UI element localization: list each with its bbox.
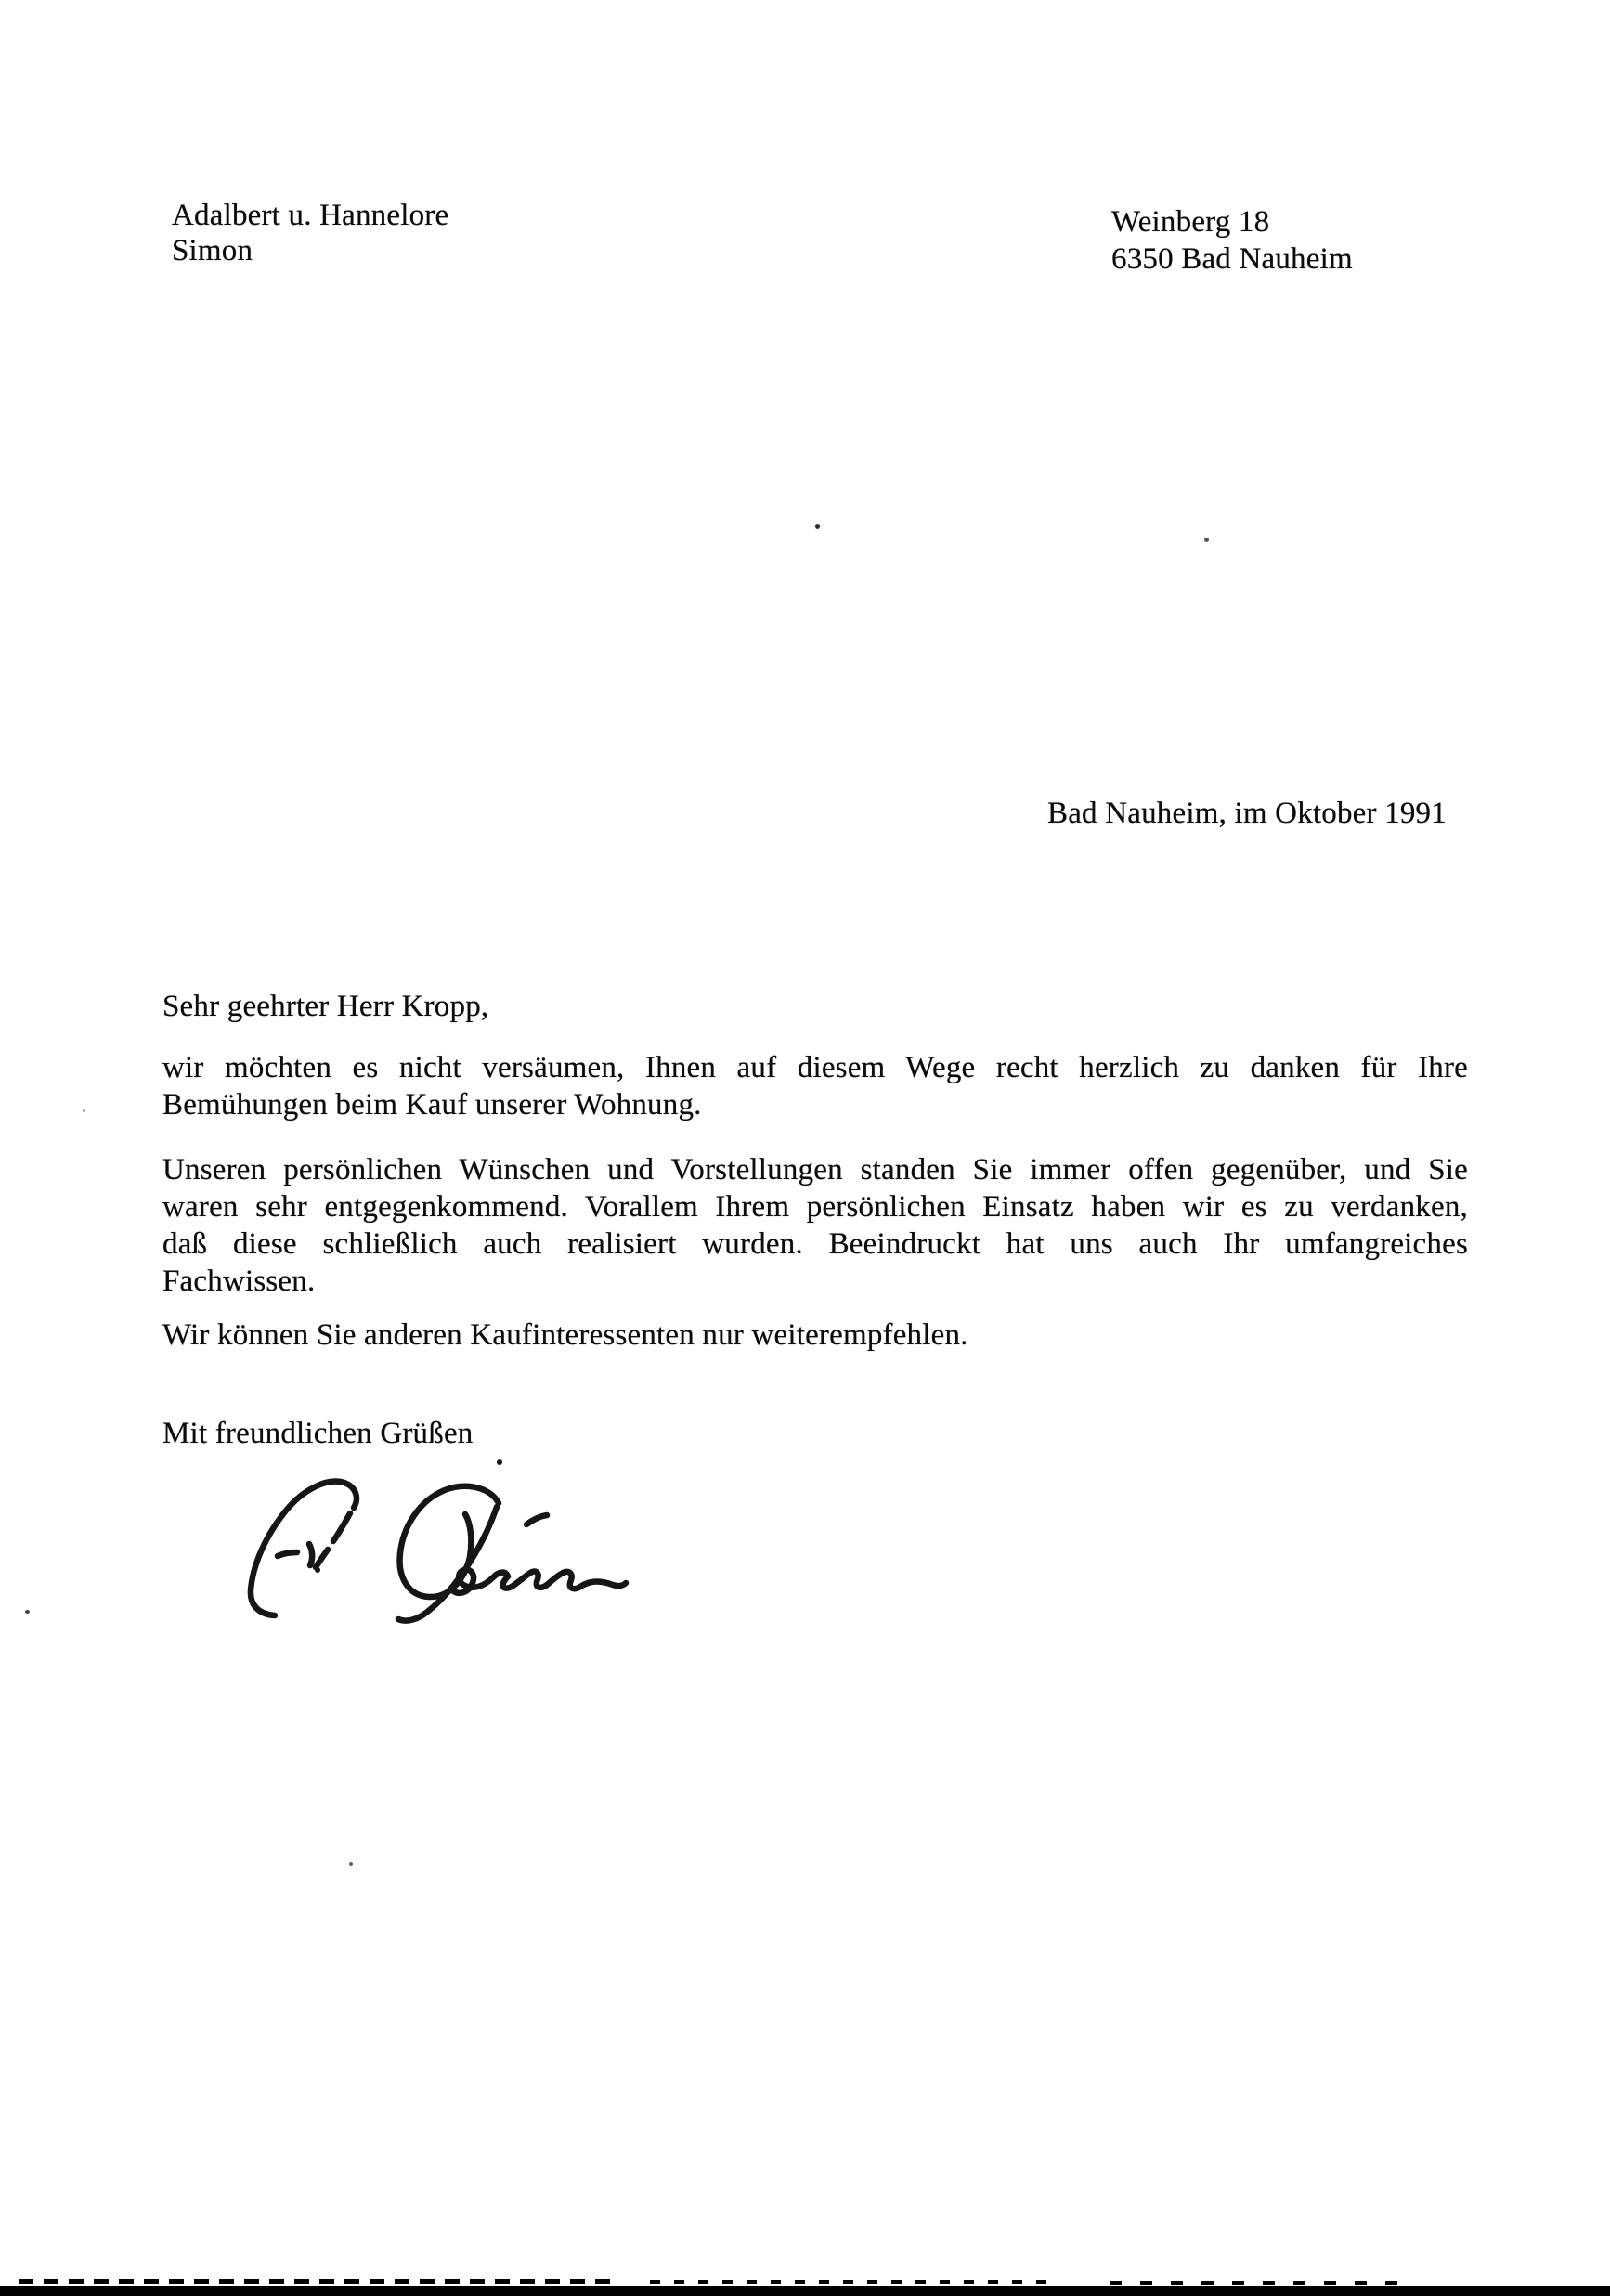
paragraph-2 [162,1151,1468,1300]
handwritten-signature [232,1450,631,1645]
sender-address-block [1111,203,1353,278]
address-street: Weinberg 18 [1111,205,1270,239]
closing-greeting: Mit freundlichen Grüßen [162,1417,474,1450]
paragraph-1-line-2: Bemühungen beim Kauf unserer Wohnung. [162,1088,702,1122]
paragraph-2-line-3: daß diese schließlich auch realisiert wurden. Beeindruckt hat uns auch Ihr umfangreiches [162,1227,1468,1261]
paragraph-3 [162,1317,1468,1354]
paragraph-2-line-4: Fachwissen. [162,1265,316,1298]
sender-name-line-1: Adalbert u. Hannelore [172,199,449,232]
sender-name-line-2: Simon [172,234,253,267]
scan-artifact-dashes [650,2280,1049,2284]
scan-artifact-bottom-bar [0,2286,1610,2296]
scan-speck [1204,538,1209,542]
paragraph-3-line-1: Wir können Sie anderen Kaufinteressenten nur weiterempfehlen. [162,1318,968,1352]
salutation: Sehr geehrter Herr Kropp, [162,990,489,1023]
scan-speck [25,1610,30,1614]
scan-speck [349,1862,353,1866]
paragraph-1 [162,1049,1468,1123]
paragraph-1-line-1: wir möchten es nicht versäumen, Ihnen auf diesem Wege recht herzlich zu danken für Ihre [162,1051,1468,1084]
scan-artifact-dashes [1110,2281,1416,2285]
scan-speck [815,524,820,529]
paragraph-2-line-1: Unseren persönlichen Wünschen und Vorstellungen standen Sie immer offen gegenüber, und Sie [162,1153,1468,1187]
date-line: Bad Nauheim, im Oktober 1991 [1047,797,1447,830]
sender-block [172,198,448,268]
scan-artifact-dashes [19,2279,613,2284]
paragraph-2-line-2: waren sehr entgegenkommend. Vorallem Ihrem persönlichen Einsatz haben wir es zu verdanken, [162,1190,1468,1224]
scan-speck [83,1109,85,1112]
address-city: 6350 Bad Nauheim [1111,242,1353,276]
